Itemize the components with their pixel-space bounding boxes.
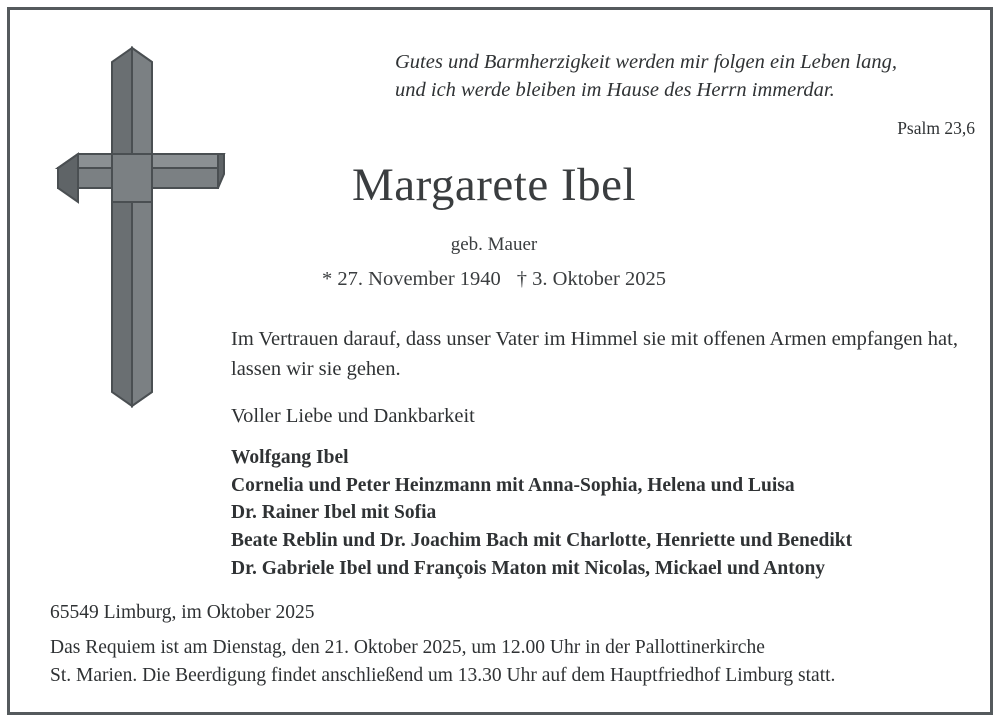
christian-cross-icon bbox=[48, 40, 238, 410]
list-item: Wolfgang Ibel bbox=[231, 447, 349, 468]
maiden-name: geb. Mauer bbox=[450, 234, 538, 255]
service-line-1: Das Requiem ist am Dienstag, den 21. Oktober 2025, um 12.00 Uhr in der Pallottinerkirche bbox=[50, 637, 765, 658]
card-border bbox=[7, 7, 993, 715]
service-line-2: St. Marien. Die Beerdigung findet anschließend um 13.30 Uhr auf dem Hauptfriedhof Limburg statt. bbox=[50, 664, 836, 686]
list-item: Cornelia und Peter Heinzmann mit Anna-Sophia, Helena und Luisa bbox=[231, 474, 795, 496]
death-date: † 3. Oktober 2025 bbox=[516, 268, 666, 290]
verse-source: Psalm 23,6 bbox=[897, 118, 975, 138]
verse-line-1: Gutes und Barmherzigkeit werden mir folgen ein Leben lang, bbox=[395, 51, 897, 73]
family-list bbox=[231, 444, 971, 582]
message-paragraph-1: Im Vertrauen darauf, dass unser Vater im Himmel sie mit offenen Armen empfangen hat, lassen wir sie gehen. bbox=[231, 328, 958, 380]
verse-line-2: und ich werde bleiben im Hause des Herrn immerdar. bbox=[395, 79, 835, 102]
place-and-date: 65549 Limburg, im Oktober 2025 bbox=[50, 602, 315, 623]
birth-date: * 27. November 1940 bbox=[322, 268, 501, 290]
deceased-name: Margarete Ibel bbox=[351, 159, 637, 211]
message-paragraph-2: Voller Liebe und Dankbarkeit bbox=[231, 405, 475, 427]
list-item: Dr. Rainer Ibel mit Sofia bbox=[231, 502, 437, 524]
service-details bbox=[50, 634, 980, 689]
list-item: Dr. Gabriele Ibel und François Maton mit Nicolas, Mickael und Antony bbox=[231, 557, 826, 579]
list-item: Beate Reblin und Dr. Joachim Bach mit Charlotte, Henriette und Benedikt bbox=[231, 530, 853, 552]
life-dates bbox=[10, 268, 990, 291]
bible-verse bbox=[395, 48, 975, 105]
